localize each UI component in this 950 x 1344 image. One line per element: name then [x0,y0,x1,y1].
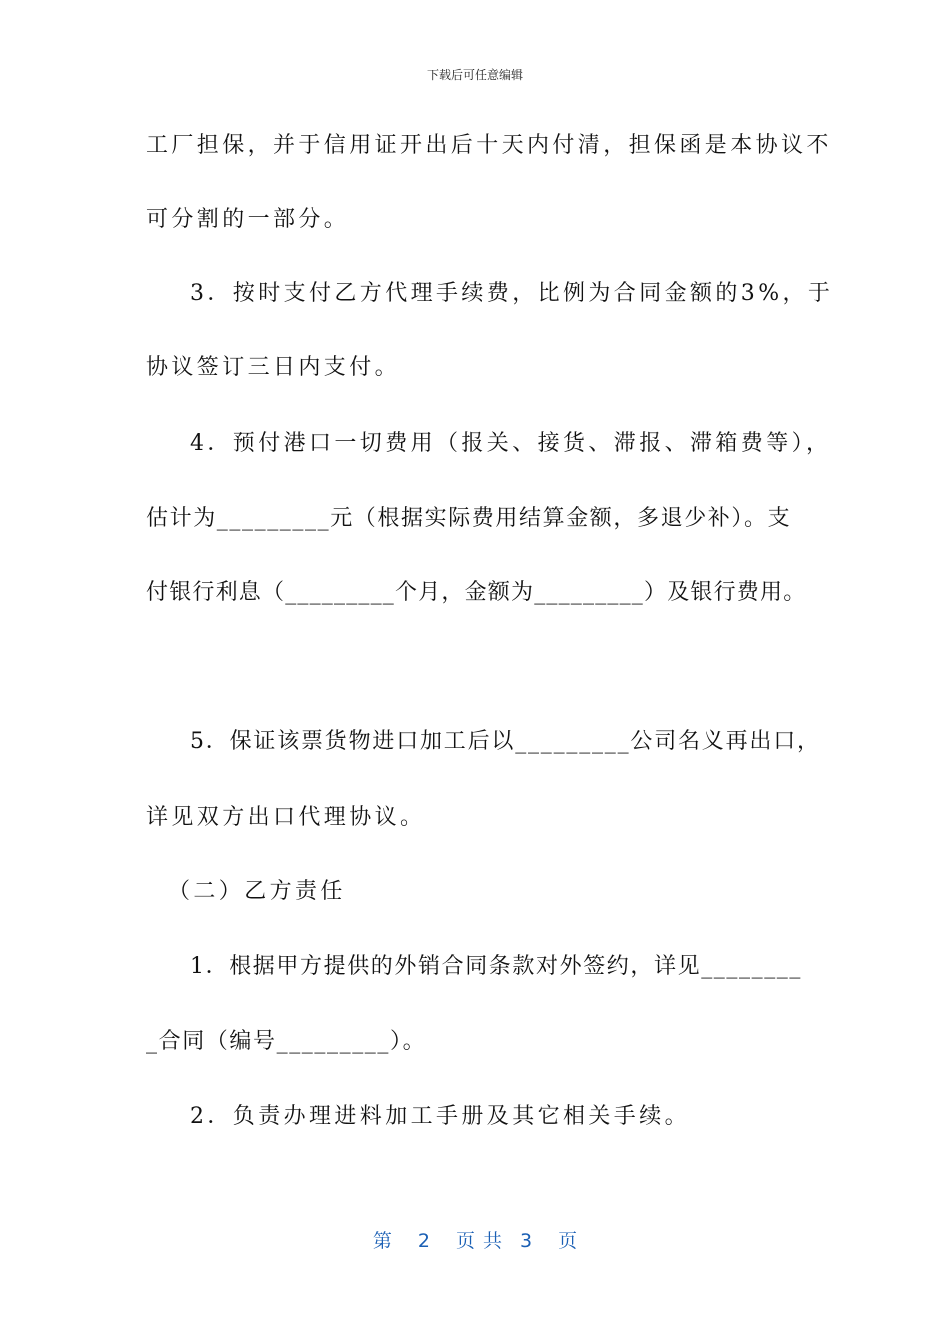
body-line: 可分割的一部分。 [146,207,350,232]
body-line: 协议签订三日内支付。 [146,355,401,380]
footer-middle: 页共 [455,1230,510,1252]
footer-suffix: 页 [558,1230,578,1252]
page-header: 下载后可任意编辑 [426,68,523,82]
footer-current-page: 2 [417,1230,430,1252]
body-line: 4．预付港口一切费用（报关、接货、滞报、滞箱费等）， [190,431,832,456]
body-line: 1．根据甲方提供的外销合同条款对外签约，详见________ [190,954,802,979]
body-line: _合同（编号_________）。 [146,1029,427,1054]
body-line: 3．按时支付乙方代理手续费，比例为合同金额的3%，于 [190,281,834,306]
body-line: 工厂担保，并于信用证开出后十天内付清，担保函是本协议不 [146,133,832,158]
body-line: 详见双方出口代理协议。 [146,805,426,830]
body-line: 付银行利息（_________个月，金额为_________）及银行费用。 [146,580,807,605]
body-line: 5．保证该票货物进口加工后以_________公司名义再出口， [190,729,821,754]
footer-prefix: 第 [372,1230,392,1252]
body-line: 估计为_________元（根据实际费用结算金额，多退少补）。支 [146,506,792,531]
section-heading: （二）乙方责任 [168,879,346,904]
body-line: 2．负责办理进料加工手册及其它相关手续。 [190,1104,690,1129]
footer-total-pages: 3 [520,1230,533,1252]
page-footer [0,1226,950,1253]
